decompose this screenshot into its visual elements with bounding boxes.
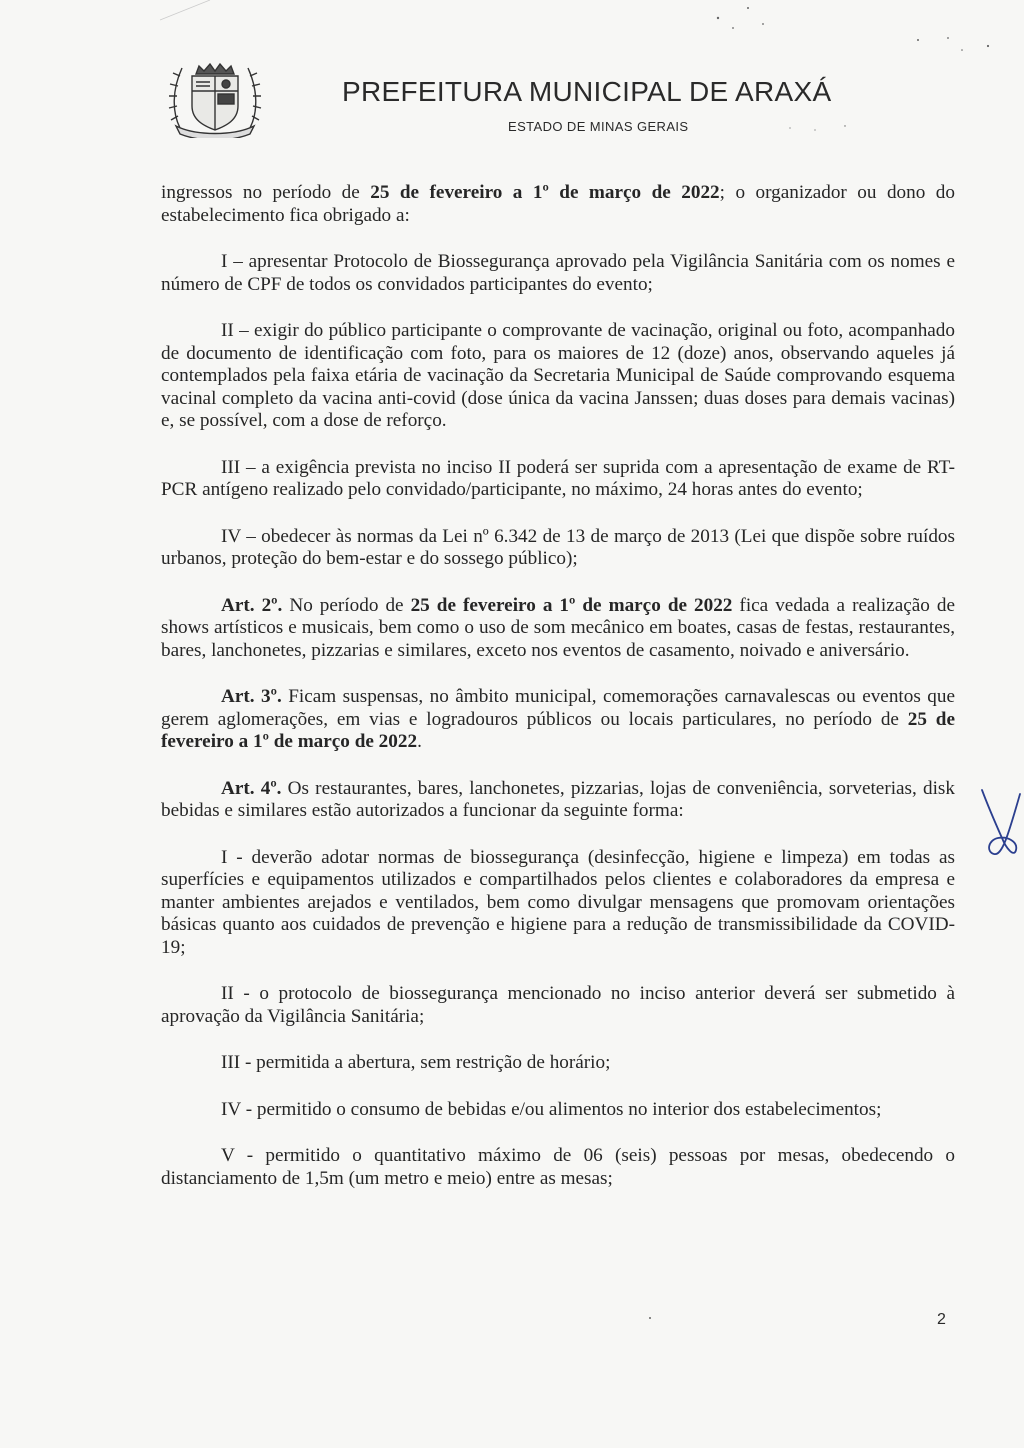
bold-text: 25 de fevereiro a 1º de março de 2022 — [370, 182, 720, 203]
bold-text: 25 de fevereiro a 1º de março de 2022 — [410, 594, 733, 616]
paragraph — [161, 1052, 955, 1075]
bold-text: 25 de fevereiro a 1º de março de 2022 — [161, 708, 955, 752]
paragraph — [161, 686, 955, 754]
paragraph — [161, 847, 955, 960]
header-title: PREFEITURA MUNICIPAL DE ARAXÁ — [342, 76, 832, 107]
text-run: fica vedada a realização de shows artísticos e musicais, bem como o uso de som mecânico em boates, casas de festas, restaurantes, bares, lanchonetes, pizzarias e similares, exceto nos eventos de casamento, noivado e aniversário. — [161, 594, 955, 661]
text-run: III - permitida a abertura, sem restrição de horário; — [221, 1052, 611, 1073]
page-number: 2 — [937, 1311, 946, 1328]
bold-text: Art. 3º. — [221, 686, 282, 707]
bold-text: Art. 4º. — [221, 777, 282, 799]
text-run: V - permitido o quantitativo máximo de 06 (seis) pessoas por mesas, obedecendo o distanciamento de 1,5m (um metro e meio) entre as mesas; — [161, 1145, 955, 1189]
text-run: I - deverão adotar normas de biossegurança (desinfecção, higiene e limpeza) em todas as superfícies e equipamentos utilizados e compartilhados pelos clientes e colaboradores da empresa e manter ambientes arejados e ventilados, bem como divulgar mensagens que promovam orientações básicas quanto aos cuidados de prevenção e higiene para a redução de transmissibilidade da COVID-19; — [161, 846, 955, 958]
paragraph — [161, 595, 955, 663]
text-run: ; o organizador ou dono do estabelecimento fica obrigado a: — [161, 182, 955, 226]
paragraph — [161, 320, 955, 433]
text-run: No período de — [282, 594, 411, 616]
paragraph — [161, 1145, 955, 1190]
handwritten-initials-icon — [978, 786, 1022, 866]
paragraph — [161, 526, 955, 571]
text-run: II - o protocolo de biossegurança mencionado no inciso anterior deverá ser submetido à aprovação da Vigilância Sanitária; — [161, 983, 955, 1027]
text-run: IV - permitido o consumo de bebidas e/ou alimentos no interior dos estabelecimentos; — [221, 1098, 882, 1120]
bold-text: Art. 2º. — [221, 594, 283, 616]
text-run: Os restaurantes, bares, lanchonetes, pizzarias, lojas de conveniência, sorveterias, disk bebidas e similares estão autorizados a funcionar da seguinte forma: — [161, 777, 955, 821]
text-run: Ficam suspensas, no âmbito municipal, comemorações carnavalescas ou eventos que gerem aglomerações, em vias e logradouros públicos ou locais particulares, no período de — [161, 686, 955, 730]
text-run: I – apresentar Protocolo de Biossegurança aprovado pela Vigilância Sanitária com os nomes e número de CPF de todos os convidados participantes do evento; — [161, 251, 955, 295]
text-run: ingressos no período de — [161, 182, 371, 203]
municipal-coat-of-arms-icon — [166, 56, 264, 138]
paragraph — [161, 251, 955, 296]
header-subtitle: ESTADO DE MINAS GERAIS — [508, 119, 689, 134]
document-body — [161, 182, 955, 1214]
text-run: III – a exigência prevista no inciso II poderá ser suprida com a apresentação de exame de RT-PCR antígeno realizado pelo convidado/participante, no máximo, 24 horas antes do evento; — [161, 456, 955, 500]
text-run: II – exigir do público participante o comprovante de vacinação, original ou foto, acompanhado de documento de identificação com foto, para os maiores de 12 (doze) anos, observando aqueles já contemplados pela faixa etária de vacinação da Secretaria Municipal de Saúde comprovando esquema vacinal completo da vacina anti-covid (dose única da vacina Janssen; duas doses para demais vacinas) e, se possível, com a dose de reforço. — [161, 320, 955, 431]
paragraph — [161, 457, 955, 502]
text-run: IV – obedecer às normas da Lei nº 6.342 de 13 de março de 2013 (Lei que dispõe sobre ruídos urbanos, proteção do bem-estar e do sossego público); — [161, 525, 955, 569]
paragraph — [161, 1099, 955, 1122]
paragraph — [161, 778, 955, 823]
paragraph — [161, 983, 955, 1028]
paragraph — [161, 182, 955, 227]
text-run: . — [417, 731, 422, 752]
